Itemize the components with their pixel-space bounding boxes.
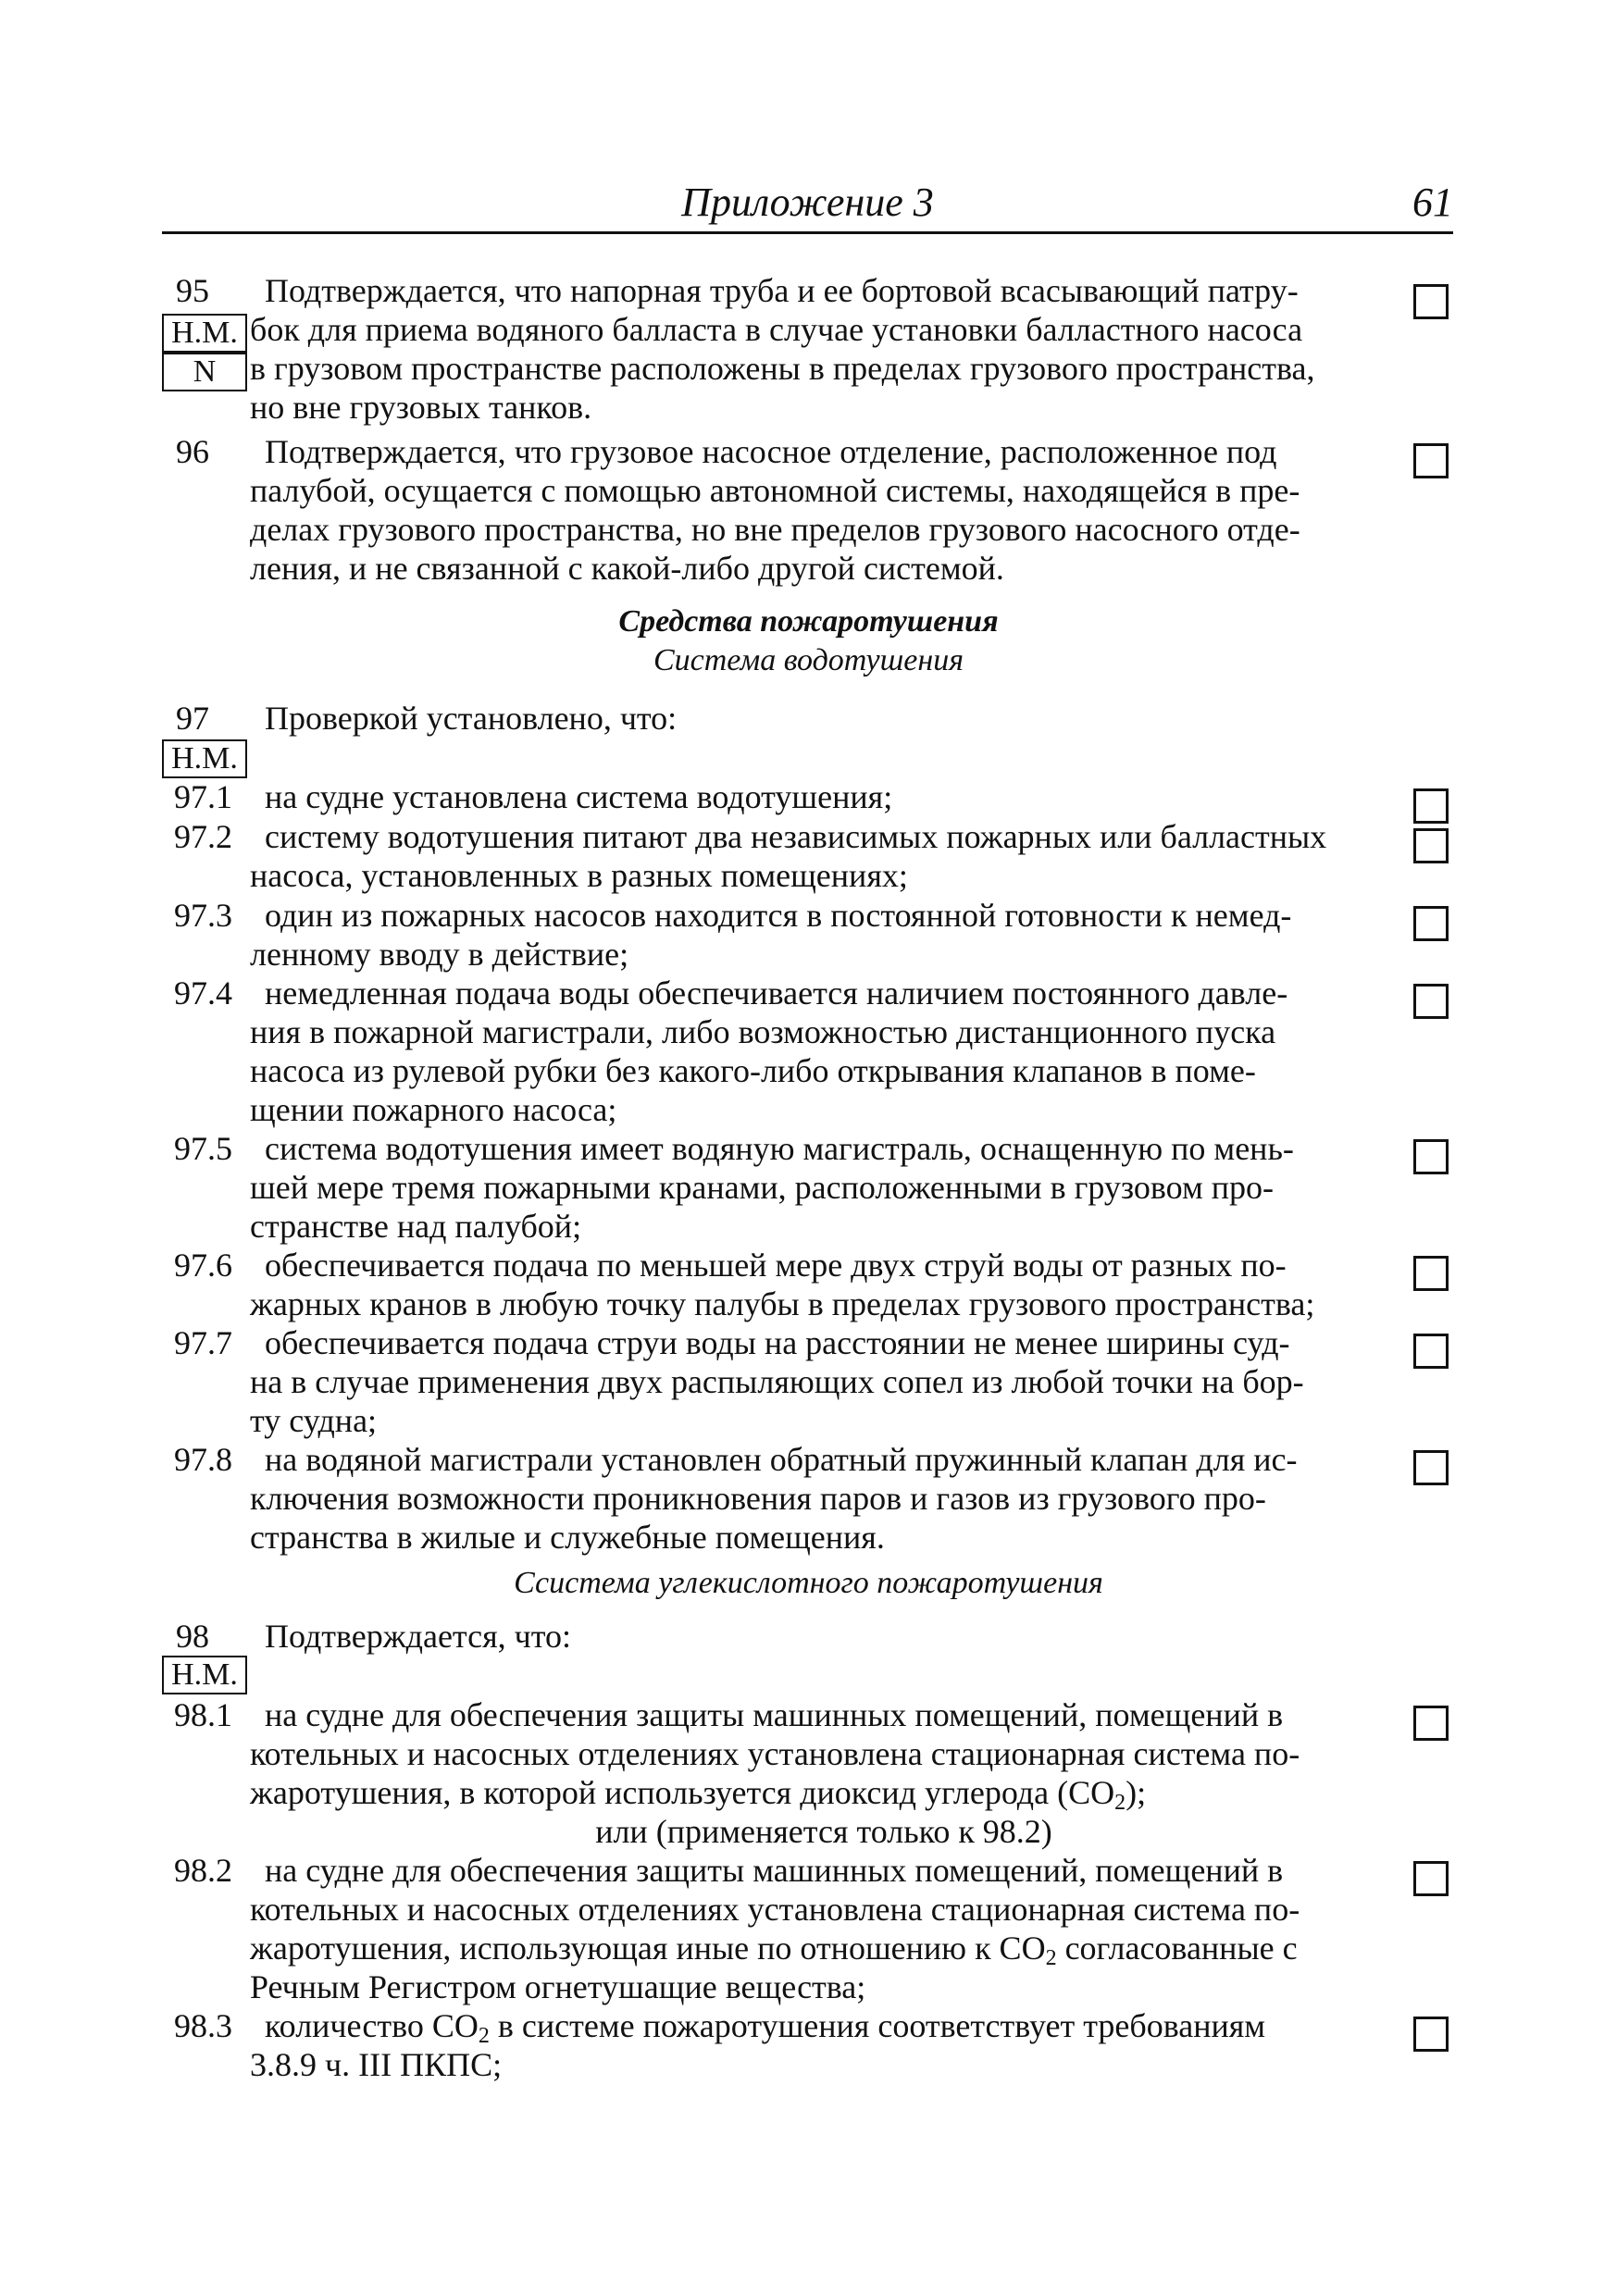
item-number-97-2: 97.2 xyxy=(174,818,232,855)
line: жарных кранов в любую точку палубы в пределах грузового пространства; xyxy=(250,1285,1315,1322)
item-number-96: 96 xyxy=(176,433,209,470)
line: в грузовом пространстве расположены в пределах грузового пространства, xyxy=(250,350,1315,387)
checkbox-97-4[interactable] xyxy=(1413,984,1449,1019)
line: странстве над палубой; xyxy=(250,1208,582,1245)
line: ленному вводу в действие; xyxy=(250,936,629,973)
item-number-97-5: 97.5 xyxy=(174,1130,232,1167)
or-note: или (применяется только к 98.2) xyxy=(595,1813,1052,1850)
line: Подтверждается, что грузовое насосное отделение, расположенное под xyxy=(265,433,1277,470)
line: на в случае применения двух распыляющих сопел из любой точки на бор- xyxy=(250,1363,1304,1400)
item-text-97-2 xyxy=(250,817,1398,895)
line: ния в пожарной магистрали, либо возможностью дистанционного пуска xyxy=(250,1013,1276,1050)
line: щении пожарного насоса; xyxy=(250,1091,617,1128)
subsection-heading-co2: Ссистема углекислотного пожаротушения xyxy=(514,1566,1103,1600)
checkbox-98-2[interactable] xyxy=(1413,1861,1449,1896)
line: странства в жилые и служебные помещения. xyxy=(250,1519,885,1556)
line: система водотушения имеет водяную магистраль, оснащенную по мень- xyxy=(265,1130,1294,1167)
item-text-97-7 xyxy=(250,1323,1398,1440)
line: Подтверждается, что напорная труба и ее бортовой всасывающий патру- xyxy=(265,272,1299,309)
item-number-97-4: 97.4 xyxy=(174,974,232,1011)
text-fragment: жаротушения, в которой используется диоксид углерода (CO xyxy=(250,1774,1115,1811)
line: насоса из рулевой рубки без какого-либо открывания клапанов в поме- xyxy=(250,1052,1256,1089)
line: ключения возможности проникновения паров и газов из грузового про- xyxy=(250,1480,1266,1517)
line: бок для приема водяного балласта в случае установки балластного насоса xyxy=(250,311,1303,348)
line: палубой, осущается с помощью автономной системы, находящейся в пре- xyxy=(250,472,1300,509)
checkbox-97-8[interactable] xyxy=(1413,1450,1449,1485)
checkbox-97-1[interactable] xyxy=(1413,788,1449,824)
text-fragment: ); xyxy=(1126,1774,1147,1811)
checkbox-97-7[interactable] xyxy=(1413,1334,1449,1369)
item-number-97-1: 97.1 xyxy=(174,778,232,815)
line: Проверкой установлено, что: xyxy=(265,700,678,737)
line: один из пожарных насосов находится в постоянной готовности к немед- xyxy=(265,897,1292,934)
item-number-98-3: 98.3 xyxy=(174,2007,232,2044)
item-number-97-3: 97.3 xyxy=(174,897,232,934)
line: немедленная подача воды обеспечивается наличием постоянного давле- xyxy=(265,974,1288,1011)
line: Речным Регистром огнетушащие вещества; xyxy=(250,1968,866,2005)
hm-tag: Н.М. xyxy=(162,739,247,778)
subscript: 2 xyxy=(1114,1791,1126,1815)
checkbox-97-6[interactable] xyxy=(1413,1256,1449,1291)
item-number-97-6: 97.6 xyxy=(174,1247,232,1284)
line: систему водотушения питают два независимых пожарных или балластных xyxy=(265,818,1327,855)
text-fragment: жаротушения, использующая иные по отношению к CO xyxy=(250,1930,1046,1967)
checkbox-97-2[interactable] xyxy=(1413,828,1449,863)
item-text-97-4 xyxy=(250,974,1398,1129)
item-text-98-1 xyxy=(250,1695,1398,1815)
item-text-97-1 xyxy=(250,777,1398,816)
appendix-title: Приложение 3 xyxy=(681,180,934,225)
item-text-95 xyxy=(250,271,1398,427)
line: на судне для обеспечения защиты машинных помещений, помещений в xyxy=(265,1852,1284,1889)
hm-tag: Н.М. xyxy=(162,1656,247,1694)
line: насоса, установленных в разных помещениях; xyxy=(250,857,908,894)
item-text-98 xyxy=(250,1617,1398,1656)
line: обеспечивается подача струи воды на расстоянии не менее ширины суд- xyxy=(265,1324,1290,1361)
text-fragment: согласованные с xyxy=(1056,1930,1298,1967)
item-number-97: 97 xyxy=(176,700,209,737)
item-text-98-2 xyxy=(250,1851,1398,2006)
item-number-97-8: 97.8 xyxy=(174,1441,232,1478)
item-text-97-8 xyxy=(250,1440,1398,1557)
line: на водяной магистрали установлен обратный пружинный клапан для ис- xyxy=(265,1441,1298,1478)
line: ту судна; xyxy=(250,1402,378,1439)
line: но вне грузовых танков. xyxy=(250,389,592,426)
line xyxy=(250,1929,1398,1970)
line: ления, и не связанной с какой-либо другой системой. xyxy=(250,550,1004,587)
line: делах грузового пространства, но вне пределов грузового насосного отде- xyxy=(250,511,1300,548)
page-number: 61 xyxy=(1412,180,1453,225)
line: котельных и насосных отделениях установлена стационарная система по- xyxy=(250,1735,1300,1772)
item-text-98-3 xyxy=(250,2006,1398,2084)
text-fragment: количество CO xyxy=(265,2007,479,2044)
checkbox-96[interactable] xyxy=(1413,443,1449,478)
item-number-98: 98 xyxy=(176,1618,209,1655)
item-number-98-2: 98.2 xyxy=(174,1852,232,1889)
checkbox-97-3[interactable] xyxy=(1413,906,1449,941)
line: Подтверждается, что: xyxy=(265,1618,571,1655)
checkbox-95[interactable] xyxy=(1413,284,1449,319)
item-text-97 xyxy=(250,699,1398,738)
checkbox-98-3[interactable] xyxy=(1413,2017,1449,2052)
subsection-heading-water: Система водотушения xyxy=(653,643,964,677)
line: шей мере тремя пожарными кранами, расположенными в грузовом про- xyxy=(250,1169,1275,1206)
subscript: 2 xyxy=(478,2024,490,2048)
hm-tag: Н.М. xyxy=(162,314,247,353)
subscript: 2 xyxy=(1045,1946,1057,1970)
item-text-97-3 xyxy=(250,896,1398,974)
page-header xyxy=(162,176,1453,234)
checkbox-98-1[interactable] xyxy=(1413,1706,1449,1741)
line: 3.8.9 ч. III ПКПС; xyxy=(250,2046,503,2083)
item-number-98-1: 98.1 xyxy=(174,1696,232,1733)
section-heading-fire-means: Средства пожаротушения xyxy=(618,604,999,639)
n-tag: N xyxy=(162,353,247,391)
line: на судне установлена система водотушения; xyxy=(265,778,893,815)
item-text-97-6 xyxy=(250,1246,1398,1323)
line: на судне для обеспечения защиты машинных помещений, помещений в xyxy=(265,1696,1284,1733)
item-text-97-5 xyxy=(250,1129,1398,1246)
item-text-96 xyxy=(250,432,1398,588)
line xyxy=(250,1773,1398,1815)
line: обеспечивается подача по меньшей мере двух струй воды от разных по- xyxy=(265,1247,1287,1284)
line xyxy=(250,2006,1398,2048)
checkbox-97-5[interactable] xyxy=(1413,1139,1449,1174)
text-fragment: в системе пожаротушения соответствует требованиям xyxy=(489,2007,1266,2044)
item-number-97-7: 97.7 xyxy=(174,1324,232,1361)
item-number-95: 95 xyxy=(176,272,209,309)
line: котельных и насосных отделениях установлена стационарная система по- xyxy=(250,1891,1300,1928)
